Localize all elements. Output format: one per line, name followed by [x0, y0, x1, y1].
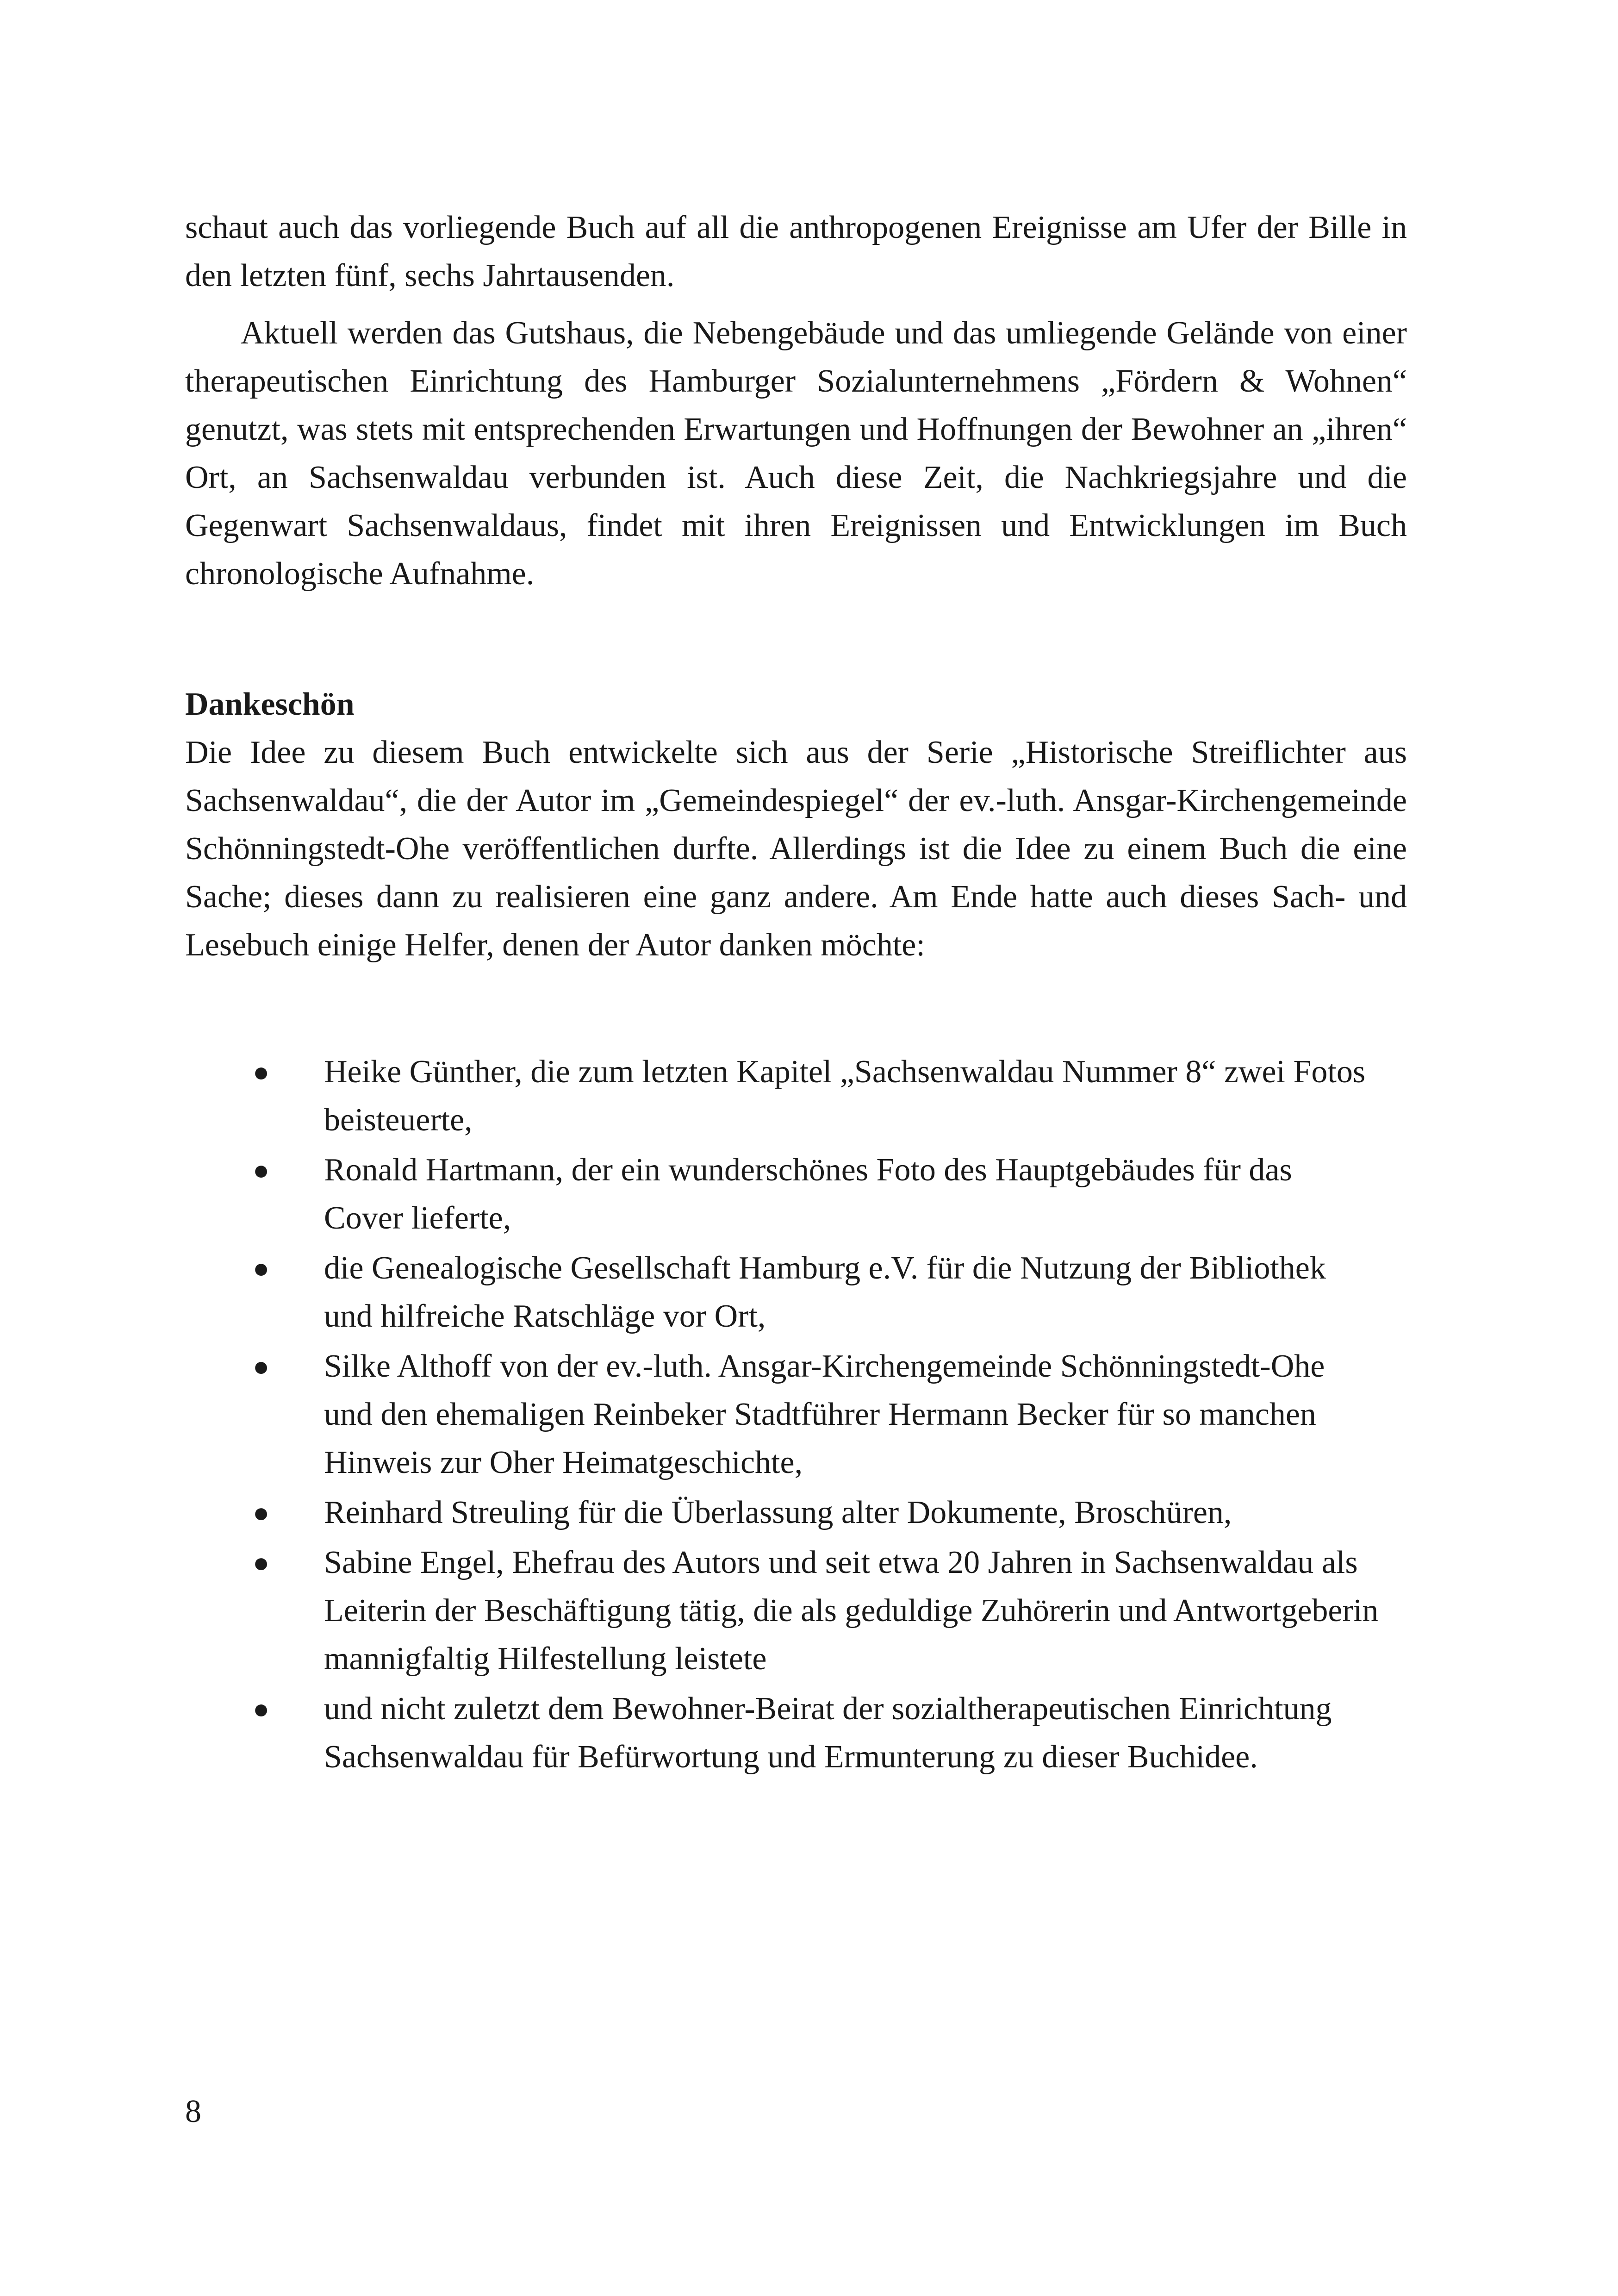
section-intro: Die Idee zu diesem Buch entwickelte sich aus der Serie „Historische Streiflichter aus Sachsenwaldau“, die der Autor im „Gemeindespiegel“ der ev.-luth. Ansgar-Kirchengemeinde Schönningstedt-Ohe veröffentlichen durfte. Allerdings ist die Idee zu einem Buch die eine Sache; dieses dann zu realisieren eine ganz andere. Am Ende hatte auch dieses Sach- und Lesebuch einige Helfer, denen der Autor danken möchte: [185, 735, 1407, 963]
bullet-icon: ● [253, 1155, 270, 1185]
list-item-text: Silke Althoff von der ev.-luth. Ansgar-Kirchengemeinde Schönningstedt-Ohe und den ehemaligen Reinbeker Stadtführer Hermann Becker für so manchen Hinweis zur Oher Heimatgeschichte, [324, 1348, 1325, 1480]
list-item [185, 1048, 1407, 1144]
bullet-icon: ● [253, 1351, 270, 1382]
list-item-text: die Genealogische Gesellschaft Hamburg e.V. für die Nutzung der Bibliothek und hilfreiche Ratschläge vor Ort, [324, 1250, 1326, 1334]
bullet-icon: ● [253, 1497, 270, 1528]
acknowledgement-list [185, 1048, 1407, 1781]
list-item-text: Heike Günther, die zum letzten Kapitel „Sachsenwaldau Nummer 8“ zwei Fotos beisteuerte, [324, 1054, 1366, 1138]
list-item [185, 1244, 1407, 1341]
list-item-text: Reinhard Streuling für die Überlassung alter Dokumente, Broschüren, [324, 1495, 1232, 1530]
list-item-text: und nicht zuletzt dem Bewohner-Beirat der sozialtherapeutischen Einrichtung Sachsenwaldau für Befürwortung und Ermunterung zu dieser Buchidee. [324, 1691, 1332, 1775]
list-item [185, 1539, 1407, 1683]
bullet-icon: ● [253, 1057, 270, 1087]
page-number: 8 [185, 2094, 201, 2129]
section-heading: Dankeschön [185, 686, 355, 722]
paragraph-continuation: schaut auch das vorliegende Buch auf all die anthropogenen Ereignisse am Ufer der Bille in den letzten fünf, sechs Jahrtausenden. [185, 210, 1407, 293]
bullet-icon: ● [253, 1694, 270, 1724]
list-item [185, 1489, 1407, 1537]
book-page [185, 204, 1407, 1783]
list-item [185, 1685, 1407, 1781]
bullet-icon: ● [253, 1547, 270, 1578]
bullet-icon: ● [253, 1253, 270, 1284]
paragraph-current-use: Aktuell werden das Gutshaus, die Nebengebäude und das umliegende Gelände von einer therapeutischen Einrichtung des Hamburger Sozialunternehmens „Fördern & Wohnen“ genutzt, was stets mit entsprechenden Erwartungen und Hoffnungen der Bewohner an „ihren“ Ort, an Sachsenwaldau verbunden ist. Auch diese Zeit, die Nachkriegsjahre und die Gegenwart Sachsenwaldaus, findet mit ihren Ereignissen und Entwicklungen im Buch chronologische Aufnahme. [185, 315, 1407, 592]
list-item-text: Ronald Hartmann, der ein wunderschönes Foto des Hauptgebäudes für das Cover lieferte, [324, 1152, 1292, 1236]
list-item-text: Sabine Engel, Ehefrau des Autors und seit etwa 20 Jahren in Sachsenwaldau als Leiterin der Beschäftigung tätig, die als geduldige Zuhörerin und Antwortgeberin mannigfaltig Hilfestellung leistete [324, 1545, 1379, 1677]
list-item [185, 1342, 1407, 1487]
list-item [185, 1146, 1407, 1242]
